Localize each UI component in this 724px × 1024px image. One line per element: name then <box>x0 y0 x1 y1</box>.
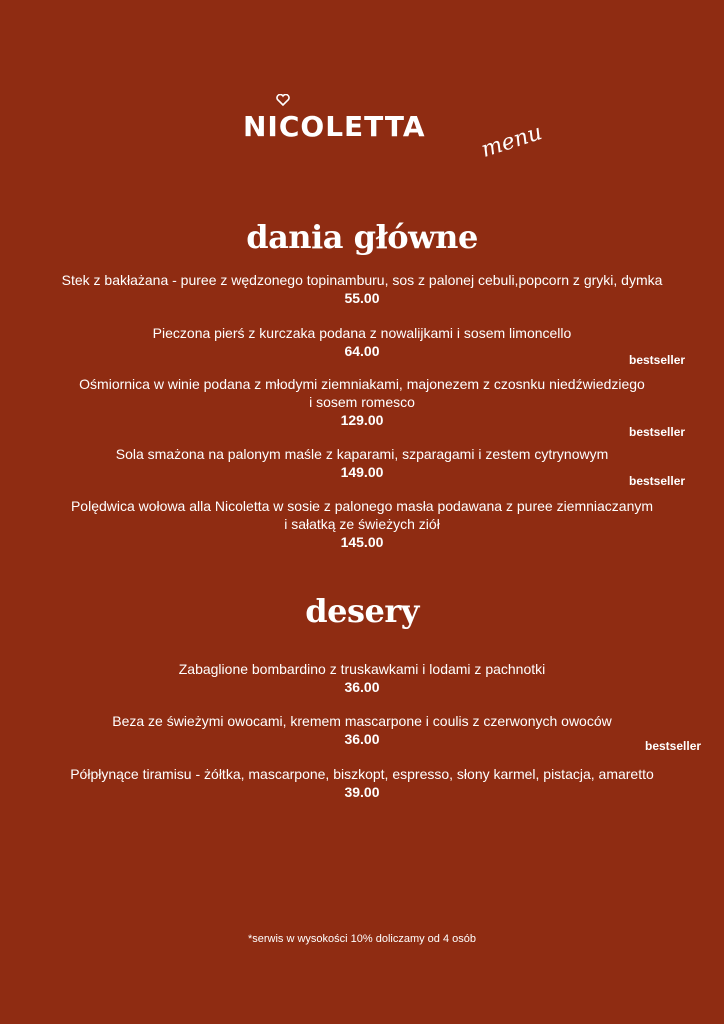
item-price: 64.00 <box>344 343 380 359</box>
item-description-line1: Polędwica wołowa alla Nicoletta w sosie z palonego masła podawana z puree ziemniaczanym <box>70 498 654 514</box>
menu-item <box>20 445 704 481</box>
item-price: 145.00 <box>340 534 384 550</box>
bestseller-badge: bestseller <box>629 474 686 488</box>
menu-item <box>20 271 704 307</box>
section-title-desserts: desery <box>305 592 419 630</box>
service-charge-note: *serwis w wysokości 10% doliczamy od 4 osób <box>247 933 477 945</box>
item-price: 39.00 <box>344 784 380 800</box>
logo-title: NICOLETTA <box>243 110 426 143</box>
item-price: 55.00 <box>344 290 380 306</box>
item-price: 149.00 <box>340 464 384 480</box>
item-price: 36.00 <box>344 679 380 695</box>
menu-item <box>20 324 704 360</box>
section-title-mains: dania główne <box>246 218 478 256</box>
item-description: Pieczona pierś z kurczaka podana z nowalijkami i sosem limoncello <box>152 325 572 341</box>
item-description-line1: Ośmiornica w winie podana z młodymi ziemniakami, majonezem z czosnku niedźwiedziego <box>79 376 645 392</box>
item-description: Zabaglione bombardino z truskawkami i lodami z pachnotki <box>178 661 546 677</box>
menu-item <box>20 660 704 696</box>
item-description: Półpłynące tiramisu - żółtka, mascarpone, biszkopt, espresso, słony karmel, pistacja, amaretto <box>70 766 654 782</box>
menu-item <box>20 497 704 551</box>
item-price: 129.00 <box>340 412 384 428</box>
item-description-line2: i sałatką ze świeżych ziół <box>284 516 440 532</box>
item-description: Sola smażona na palonym maśle z kaparami, szparagami i zestem cytrynowym <box>115 446 609 462</box>
item-description-line2: i sosem romesco <box>309 394 415 410</box>
item-description: Beza ze świeżymi owocami, kremem mascarpone i coulis z czerwonych owoców <box>112 713 612 729</box>
menu-item <box>20 375 704 429</box>
restaurant-logo <box>0 88 724 188</box>
bestseller-badge: bestseller <box>645 739 702 753</box>
heart-icon <box>276 94 290 106</box>
bestseller-badge: bestseller <box>629 353 686 367</box>
bestseller-badge: bestseller <box>629 425 686 439</box>
item-price: 36.00 <box>344 731 380 747</box>
menu-item <box>20 765 704 801</box>
item-description: Stek z bakłażana - puree z wędzonego topinamburu, sos z palonej cebuli,popcorn z gryki, dymka <box>61 272 663 288</box>
menu-item <box>20 712 704 748</box>
logo-subtitle: menu <box>478 119 546 163</box>
